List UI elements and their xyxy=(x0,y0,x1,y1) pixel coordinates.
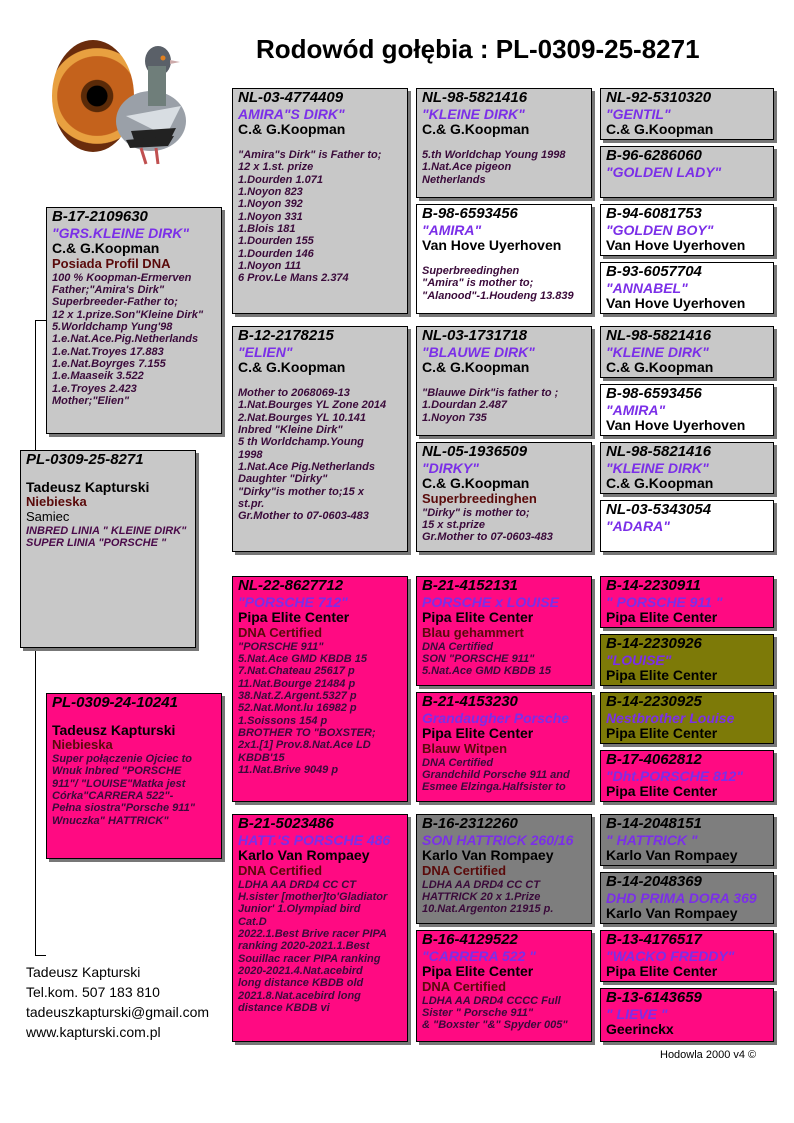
grandfather-paternal-card[interactable] xyxy=(232,88,408,314)
breeder: C.& G.Koopman xyxy=(606,359,714,376)
breeder: C.& G.Koopman xyxy=(238,359,346,376)
note-line: "Blauwe Dirk"is father to ; xyxy=(422,387,559,400)
note-line: 100 % Koopman-Ermerven xyxy=(52,271,192,284)
note-line: 911"/ "LOUISE"Matka jest xyxy=(52,777,186,790)
note-line: "PORSCHE 911" xyxy=(238,640,324,653)
gggp-card[interactable] xyxy=(600,750,774,802)
subject-note: SUPER LINIA "PORSCHE " xyxy=(26,536,167,549)
note-line: "Dirky"is mother to;15 x xyxy=(238,485,364,498)
note-line: 2022.1.Best Brive racer PIPA xyxy=(238,927,387,940)
ring-number: NL-22-8627712 xyxy=(238,577,344,594)
note-line: 1.e.Nat.Ace.Pig.Netherlands xyxy=(52,333,199,346)
gggp-card[interactable] xyxy=(600,384,774,436)
pigeon-name: "PORSCHE 712" xyxy=(238,593,348,610)
ggm-card[interactable] xyxy=(416,930,592,1042)
note-line: 5.Worldchamp Yung'98 xyxy=(52,320,173,333)
breeder: Karlo Van Rompaey xyxy=(606,847,738,864)
note-line: 1.Dourdan 2.487 xyxy=(422,399,507,412)
ggm-card[interactable] xyxy=(416,204,592,314)
gggp-card[interactable] xyxy=(600,262,774,314)
note-line: 1.Dourden 1.071 xyxy=(238,173,323,186)
note-line: st.pr. xyxy=(238,497,265,510)
breeder: Pipa Elite Center xyxy=(238,609,350,626)
note-line: "Alanood"-1.Houdeng 13.839 xyxy=(422,289,574,302)
pigeon-name: SON HATTRICK 260/16 xyxy=(422,831,574,848)
breeder: C.& G.Koopman xyxy=(422,475,530,492)
mother-color: Niebieska xyxy=(52,737,113,753)
note-line: SON "PORSCHE 911" xyxy=(422,653,535,665)
note-line: 11.Nat.Brive 9049 p xyxy=(238,763,339,776)
gggp-card[interactable] xyxy=(600,88,774,140)
pigeon-name: "KLEINE DIRK" xyxy=(422,105,525,122)
note-line: 1.Noyon 392 xyxy=(238,198,303,211)
father-line: Posiada Profil DNA xyxy=(52,256,171,272)
note-line: Sister " Porsche 911" xyxy=(422,1007,534,1019)
breeder: Van Hove Uyerhoven xyxy=(606,295,746,312)
pigeon-name: "DIRKY" xyxy=(422,459,479,476)
pigeon-name: "GOLDEN BOY" xyxy=(606,221,714,238)
note-line: Esmee Elzinga.Halfsister to xyxy=(422,781,566,794)
father-name: "GRS.KLEINE DIRK" xyxy=(52,224,189,241)
ring-number: B-14-2048151 xyxy=(606,815,702,832)
note-line: 12 x 1.prize.Son"Kleine Dirk" xyxy=(52,308,204,321)
pigeon-name: "AMIRA" xyxy=(422,221,482,238)
contact-website[interactable]: www.kapturski.com.pl xyxy=(26,1024,161,1040)
note-line: 1.Blois 181 xyxy=(238,223,296,236)
note-line: Superbreeder-Father to; xyxy=(52,296,178,309)
breeder: Pipa Elite Center xyxy=(606,963,718,980)
breeder: C.& G.Koopman xyxy=(238,121,346,138)
pigeon-name: "BLAUWE DIRK" xyxy=(422,343,535,360)
grandmother-paternal-card[interactable] xyxy=(232,326,408,552)
note-line: 1.Noyon 111 xyxy=(238,259,302,272)
breeder: Pipa Elite Center xyxy=(422,725,534,742)
note-line: DNA Certified xyxy=(422,756,494,769)
pigeon-name: AMIRA"S DIRK" xyxy=(238,105,345,122)
pigeon-name: PORSCHE x LOUISE xyxy=(422,593,559,610)
note-line: 12 x 1.st. prize xyxy=(238,161,314,174)
note-line: Junior' 1.Olympiad bird xyxy=(238,903,361,916)
gggp-card[interactable] xyxy=(600,146,774,198)
gggp-card[interactable] xyxy=(600,442,774,494)
father-notes xyxy=(52,272,216,407)
note-line: Cat.D xyxy=(238,915,267,928)
ring-number: B-94-6081753 xyxy=(606,205,702,222)
subject-card[interactable] xyxy=(20,450,196,648)
breeder: Pipa Elite Center xyxy=(606,783,718,800)
note-line: & "Boxster "&" Spyder 005" xyxy=(422,1019,568,1032)
contact-name: Tadeusz Kapturski xyxy=(26,964,141,980)
ring-number: B-98-6593456 xyxy=(606,385,702,402)
contact-phone: Tel.kom. 507 183 810 xyxy=(26,984,160,1000)
breeder: Pipa Elite Center xyxy=(422,963,534,980)
ring-number: B-98-6593456 xyxy=(422,205,518,222)
gggp-card[interactable] xyxy=(600,326,774,378)
gggp-card[interactable] xyxy=(600,872,774,924)
note-line: 10.Nat.Argenton 21915 p. xyxy=(422,903,554,916)
note-line: 1.e.Nat.Boyrges 7.155 xyxy=(52,357,166,370)
pigeon-name: Grandaugher Porsche xyxy=(422,709,570,726)
pigeon-name: "LOUISE" xyxy=(606,651,672,668)
note-line: 1998 xyxy=(238,448,263,461)
connector-line xyxy=(35,320,46,321)
pigeon-name: "ADARA" xyxy=(606,517,670,534)
note-line: 1.e.Troyes 2.423 xyxy=(52,382,137,395)
ggf-card[interactable] xyxy=(416,88,592,198)
note-line: 5.Nat.Ace GMD KBDB 15 xyxy=(422,665,551,678)
breeder: Van Hove Uyerhoven xyxy=(606,417,746,434)
pigeon-name: Nestbrother Louise xyxy=(606,709,735,726)
note-line: 52.Nat.Mont.lu 16982 p xyxy=(238,702,357,715)
note-line: Inbred "Kleine Dirk" xyxy=(238,424,343,437)
line-info: DNA Certified xyxy=(422,979,507,995)
father-card[interactable] xyxy=(46,207,222,434)
pigeon-name: "AMIRA" xyxy=(606,401,666,418)
pigeon-name: "Dht.PORSCHE 812" xyxy=(606,767,743,784)
note-line: Netherlands xyxy=(422,173,486,186)
father-breeder: C.& G.Koopman xyxy=(52,240,160,257)
note-line: 5.th Worldchap Young 1998 xyxy=(422,149,566,162)
note-line: Wnuk Inbred "PORSCHE xyxy=(52,765,182,778)
pigeon-image xyxy=(96,36,196,166)
ring-number: NL-92-5310320 xyxy=(606,89,712,106)
note-line: 5.Nat.Ace GMD KBDB 15 xyxy=(238,653,367,665)
ring-number: NL-98-5821416 xyxy=(606,327,712,344)
gggp-card[interactable] xyxy=(600,814,774,866)
line-info: Superbreedinghen xyxy=(422,491,537,507)
note-line: 1.Noyon 735 xyxy=(422,411,487,424)
gggp-card[interactable] xyxy=(600,988,774,1042)
note-line: LDHA AA DRD4 CC CT xyxy=(422,878,540,891)
ring-number: B-21-5023486 xyxy=(238,815,334,832)
subject-ring: PL-0309-25-8271 xyxy=(26,451,144,468)
note-line: LDHA AA DRD4 CC CT xyxy=(238,878,356,891)
gggp-card[interactable] xyxy=(600,634,774,686)
gggp-card[interactable] xyxy=(600,576,774,628)
breeder: C.& G.Koopman xyxy=(422,121,530,138)
breeder: C.& G.Koopman xyxy=(422,359,530,376)
note-line: Souillac racer PIPA ranking xyxy=(238,952,381,965)
ring-number: B-21-4153230 xyxy=(422,693,518,710)
grandmother-maternal-card[interactable] xyxy=(232,814,408,1042)
mother-card[interactable] xyxy=(46,693,222,859)
note-line: DNA Certified xyxy=(422,640,494,653)
breeder: Van Hove Uyerhoven xyxy=(422,237,562,254)
ggf-card[interactable] xyxy=(416,814,592,924)
breeder: Karlo Van Rompaey xyxy=(606,905,738,922)
pigeon-name: "ANNABEL" xyxy=(606,279,688,296)
note-line: Father;"Amira's Dirk" xyxy=(52,284,165,296)
note-line: Pełna siostra"Porsche 911" xyxy=(52,802,195,815)
father-ring: B-17-2109630 xyxy=(52,208,148,225)
contact-email[interactable]: tadeuszkapturski@gmail.com xyxy=(26,1004,210,1020)
note-line: 1.Nat.Ace pigeon xyxy=(422,161,512,174)
line-info: DNA Certified xyxy=(238,863,323,879)
note-line: 5 th Worldchamp.Young xyxy=(238,436,364,449)
note-line: 6 Prov.Le Mans 2.374 xyxy=(238,272,349,285)
pigeon-name: "KLEINE DIRK" xyxy=(606,459,709,476)
breeder: Geerinckx xyxy=(606,1021,674,1038)
ring-number: B-12-2178215 xyxy=(238,327,334,344)
subject-owner: Tadeusz Kapturski xyxy=(26,478,150,495)
note-line: LDHA AA DRD4 CCCC Full xyxy=(422,994,561,1007)
note-line: 2021.8.Nat.acebird long xyxy=(238,989,361,1002)
note-line: Daughter "Dirky" xyxy=(238,473,328,486)
ggf-card[interactable] xyxy=(416,326,592,436)
note-line: Wnuczka" HATTRICK" xyxy=(52,814,169,827)
breeder: C.& G.Koopman xyxy=(606,121,714,138)
footer-version: Hodowla 2000 v4 © xyxy=(660,1049,757,1061)
note-line: Mother;"Elien" xyxy=(52,394,130,407)
pigeon-name: " LIEVE " xyxy=(606,1005,668,1022)
ring-number: B-96-6286060 xyxy=(606,147,702,164)
note-line: Superbreedinghen xyxy=(422,265,520,278)
ring-number: B-14-2048369 xyxy=(606,873,702,890)
note-line: Grandchild Porsche 911 and xyxy=(422,769,570,781)
note-line: 7.Nat.Chateau 25617 p xyxy=(238,665,355,678)
note-line: 2020-2021.4.Nat.acebird xyxy=(238,964,363,977)
note-line: Gr.Mother to 07-0603-483 xyxy=(238,510,369,523)
ring-number: B-93-6057704 xyxy=(606,263,702,280)
note-line: long distance KBDB old xyxy=(238,977,364,990)
note-line: Mother to 2068069-13 xyxy=(238,387,350,400)
gggp-card[interactable] xyxy=(600,204,774,256)
subject-color: Niebieska xyxy=(26,494,87,510)
ring-number: NL-98-5821416 xyxy=(422,89,528,106)
note-line: Super połączenie Ojciec to xyxy=(52,753,192,766)
line-info: DNA Certified xyxy=(238,625,323,641)
mother-ring: PL-0309-24-10241 xyxy=(52,694,178,711)
note-line: 1.Nat.Ace Pig.Netherlands xyxy=(238,461,375,474)
note-line: 1.Nat.Bourges YL Zone 2014 xyxy=(238,399,387,412)
pigeon-name: "WACKO FREDDY" xyxy=(606,947,735,964)
breeder: Van Hove Uyerhoven xyxy=(606,237,746,254)
note-line: "Amira" is mother to; xyxy=(422,277,534,290)
pigeon-name: HATT.'S PORSCHE 486 xyxy=(238,831,391,848)
breeder: Karlo Van Rompaey xyxy=(422,847,554,864)
subject-note: INBRED LINIA " KLEINE DIRK" xyxy=(26,524,187,537)
pigeon-name: " HATTRICK " xyxy=(606,831,698,848)
ring-number: B-14-2230926 xyxy=(606,635,702,652)
ring-number: NL-03-1731718 xyxy=(422,327,528,344)
note-line: 1.Noyon 331 xyxy=(238,210,303,223)
pigeon-name: " PORSCHE 911 " xyxy=(606,593,723,610)
note-line: 1.e.Nat.Troyes 17.883 xyxy=(52,345,164,358)
ring-number: B-21-4152131 xyxy=(422,577,518,594)
note-line: BROTHER TO "BOXSTER; xyxy=(238,726,376,739)
mother-owner: Tadeusz Kapturski xyxy=(52,721,176,738)
pigeon-name: "GOLDEN LADY" xyxy=(606,163,722,180)
page-title: Rodowód gołębia : PL-0309-25-8271 xyxy=(256,34,700,64)
note-line: distance KBDB vi xyxy=(238,1001,330,1014)
ring-number: B-17-4062812 xyxy=(606,751,702,768)
note-line: "Amira"s Dirk" is Father to; xyxy=(238,149,382,162)
ring-number: NL-03-5343054 xyxy=(606,501,712,518)
note-line: 1.Dourden 155 xyxy=(238,235,314,248)
ring-number: B-16-2312260 xyxy=(422,815,518,832)
note-line: 1.e.Maaseik 3.522 xyxy=(52,370,144,383)
breeder: Pipa Elite Center xyxy=(422,609,534,626)
pigeon-name: "KLEINE DIRK" xyxy=(606,343,709,360)
note-line: Gr.Mother to 07-0603-483 xyxy=(422,531,553,544)
note-line: 1.Noyon 823 xyxy=(238,186,303,199)
note-line: 1.Soissons 154 p xyxy=(238,714,328,727)
ring-number: NL-98-5821416 xyxy=(606,443,712,460)
note-line: H.sister [mother]to'Gladiator xyxy=(238,891,388,903)
note-line: 11.Nat.Bourge 21484 p xyxy=(238,677,356,690)
ring-number: B-16-4129522 xyxy=(422,931,518,948)
pigeon-name: "GENTIL" xyxy=(606,105,671,122)
gggp-card[interactable] xyxy=(600,500,774,552)
note-line: 38.Nat.Z.Argent.5327 p xyxy=(238,689,357,702)
note-line: Córka"CARRERA 522"- xyxy=(52,789,174,802)
pigeon-name: "ELIEN" xyxy=(238,343,293,360)
pigeon-name: DHD PRIMA DORA 369 xyxy=(606,889,757,906)
breeder: Karlo Van Rompaey xyxy=(238,847,370,864)
note-line: ranking 2020-2021.1.Best xyxy=(238,940,370,953)
breeder: C.& G.Koopman xyxy=(606,475,714,492)
note-line: 1.Dourden 146 xyxy=(238,247,314,260)
breeder: Pipa Elite Center xyxy=(606,667,718,684)
line-info: Blau gehammert xyxy=(422,625,524,641)
ggf-card[interactable] xyxy=(416,576,592,686)
gggp-card[interactable] xyxy=(600,692,774,744)
pigeon-name: "CARRERA 522 " xyxy=(422,947,536,964)
ring-number: B-13-4176517 xyxy=(606,931,702,948)
breeder: Pipa Elite Center xyxy=(606,725,718,742)
ring-number: NL-03-4774409 xyxy=(238,89,344,106)
line-info: Blauw Witpen xyxy=(422,741,508,757)
connector-line xyxy=(35,955,46,956)
note-line: HATTRICK 20 x 1.Prize xyxy=(422,891,541,903)
ggm-card[interactable] xyxy=(416,442,592,552)
ring-number: B-13-6143659 xyxy=(606,989,702,1006)
breeder: Pipa Elite Center xyxy=(606,609,718,626)
grandfather-maternal-card[interactable] xyxy=(232,576,408,802)
contact-info xyxy=(26,962,209,1042)
ring-number: NL-05-1936509 xyxy=(422,443,528,460)
subject-sex: Samiec xyxy=(26,509,70,525)
ring-number: B-14-2230911 xyxy=(606,577,701,594)
note-line: 2.Nat.Bourges YL 10.141 xyxy=(238,411,366,424)
note-line: 15 x st.prize xyxy=(422,519,485,531)
ggm-card[interactable] xyxy=(416,692,592,802)
line-info: DNA Certified xyxy=(422,863,507,879)
note-line: 2x1.[1] Prov.8.Nat.Ace LD xyxy=(238,739,371,752)
note-line: "Dirky" is mother to; xyxy=(422,506,530,519)
ring-number: B-14-2230925 xyxy=(606,693,702,710)
note-line: KBDB'15 xyxy=(238,751,285,764)
gggp-card[interactable] xyxy=(600,930,774,982)
